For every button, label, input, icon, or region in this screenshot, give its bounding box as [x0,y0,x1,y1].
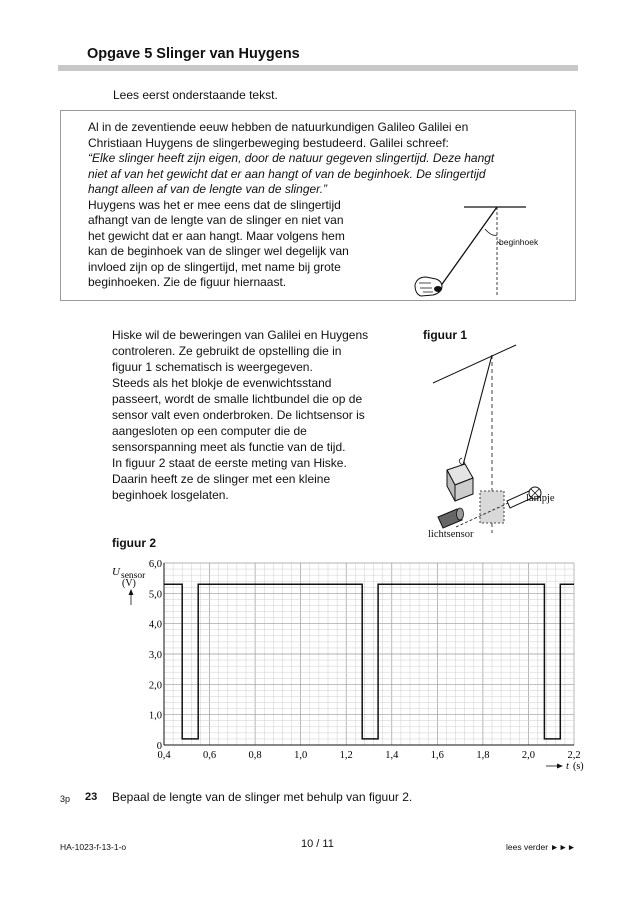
figure1-setup [415,343,580,545]
question-number: 23 [85,791,98,803]
body-line: controleren. Ze gebruikt de opstelling die in [112,344,342,358]
x-tick-label: 2,2 [567,750,581,761]
x-tick-label: 1,0 [294,750,308,761]
x-tick-label: 0,6 [202,750,217,761]
x-tick-label: 0,8 [248,750,262,761]
box-line: Al in de zeventiende eeuw hebben de natuurkundigen Galileo Galilei en [88,120,469,134]
body-line: Steeds als het blokje de evenwichtsstand [112,376,332,390]
quote-line: “Elke slinger heeft zijn eigen, door de natuur gegeven slingertijd. Deze hangt [88,151,495,165]
body-line: In figuur 2 staat de eerste meting van Hiske. [112,456,347,470]
sensor-label: lichtsensor [428,529,474,540]
body-line: figuur 1 schematisch is weergegeven. [112,360,313,374]
y-tick-label: 5,0 [148,589,162,601]
lamp-label: lampje [526,493,555,504]
x-tick-label: 1,6 [430,750,444,761]
body-line: aangesloten op een computer die de [112,424,307,438]
x-tick-label: 1,4 [385,750,399,761]
y-axis-symbol: U [112,566,120,578]
angle-arc [485,229,497,235]
quote-line: hangt alleen af van de lengte van de slinger.” [88,182,328,196]
intro-text: Lees eerst onderstaande tekst. [113,88,278,102]
body-line: passeert, wordt de smalle lichtbundel die op de [112,392,363,406]
figure2-title: figuur 2 [112,536,156,550]
x-axis-unit: (s) [573,761,584,772]
y-tick-label: 6,0 [148,559,162,570]
continue-note: lees verder ►►► [506,842,576,852]
y-axis-unit: (V) [122,578,136,589]
equilibrium-block-dashed [480,491,504,523]
page-number: 10 / 11 [301,838,334,850]
box-line: kan de beginhoek van de slinger wel degelijk van [88,244,349,258]
y-tick-label: 2,0 [148,680,162,692]
sensor-voltage-line [164,584,574,739]
y-tick-label: 3,0 [148,650,162,661]
footer-code: HA-1023-f-13-1-o [60,842,127,852]
figure1-title: figuur 1 [423,328,467,342]
pendulum-string [463,355,492,465]
box-line: Christiaan Huygens de slingerbeweging bestudeerd. Galilei schreef: [88,135,449,150]
light-sensor-icon [438,508,464,528]
figure2-chart [100,552,596,780]
y-tick-label: 1,0 [148,710,162,722]
y-tick-label: 0 [156,741,162,752]
question-points: 3p [60,794,71,804]
pendulum-string [440,207,497,287]
y-axis-arrow [129,589,134,605]
chart-grid [164,563,574,745]
body-line: Daarin heeft ze de slinger met een kleine [112,472,331,486]
x-tick-label: 2,0 [521,750,536,761]
page-title: Opgave 5 Slinger van Huygens [87,46,300,62]
question-text: Bepaal de lengte van de slinger met behulp van figuur 2. [112,790,413,804]
x-axis-symbol: t [566,761,569,772]
x-tick-label: 1,8 [476,750,490,761]
y-tick-label: 4,0 [148,619,162,631]
y-axis-subscript: sensor [121,571,146,581]
title-divider [58,65,578,71]
body-line: Hiske wil de beweringen van Galilei en Huygens [112,328,369,342]
body-line: beginhoek losgelaten. [112,488,229,502]
hand-icon [415,277,442,296]
box-line: het gewicht dat er aan hangt. Maar volgens hem [88,228,345,243]
box-line: afhangt van de lengte van de slinger en niet van [88,213,344,227]
box-line: beginhoeken. Zie de figuur hiernaast. [88,275,287,289]
box-line: invloed zijn op de slingertijd, met name bij grote [88,259,341,274]
body-line: sensorspanning meet als functie van de tijd. [112,440,346,454]
x-axis-arrow [546,764,563,769]
beginhoek-label: beginhoek [499,237,539,247]
x-tick-label: 0,4 [157,750,171,761]
ceiling-line [433,345,516,383]
body-line: sensor valt even onderbroken. De lichtsensor is [112,408,365,422]
weight-block [447,464,473,501]
box-line: Huygens was het er mee eens dat de slingertijd [88,197,341,212]
x-tick-label: 1,2 [339,750,353,761]
source-text-box [60,110,576,301]
quote-line: niet af van het gewicht dat er aan hangt of van de beginhoek. De slingertijd [88,166,486,181]
